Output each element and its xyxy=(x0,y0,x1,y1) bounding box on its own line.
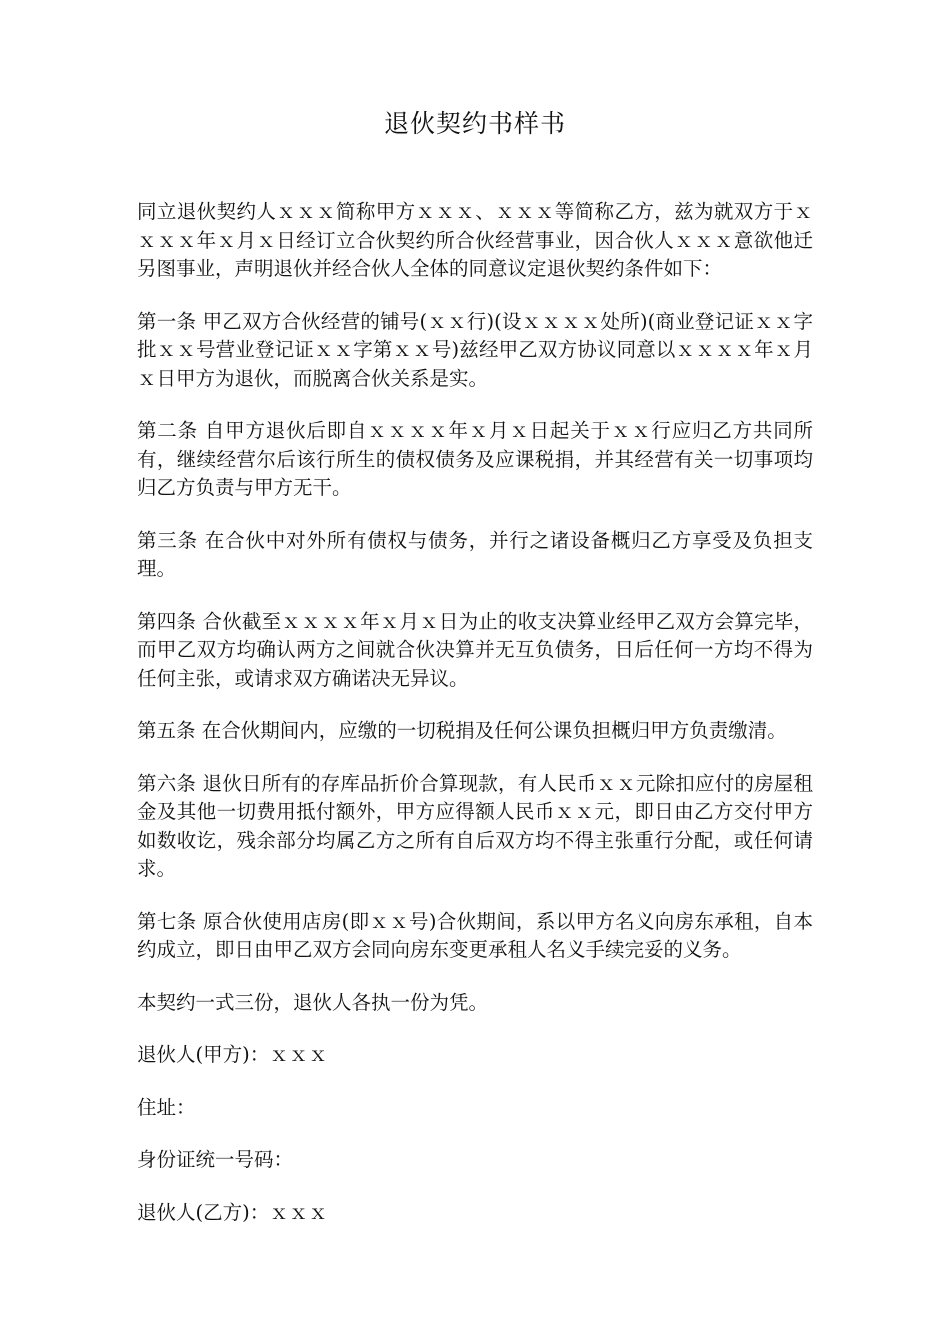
id-number-line: 身份证统一号码： xyxy=(137,1148,294,1171)
article-3-paragraph: 第三条 在合伙中对外所有债权与债务，并行之诸设备概归乙方享受及负担支理。 xyxy=(137,528,813,580)
article-5-paragraph: 第五条 在合伙期间内，应缴的一切税捐及任何公课负担概归甲方负责缴清。 xyxy=(137,719,787,742)
article-6-paragraph: 第六条 退伙日所有的存库品折价合算现款，有人民币ｘｘ元除扣应付的房屋租金及其他一切费用抵付额外，甲方应得额人民币ｘｘ元，即日由乙方交付甲方如数收讫，残余部分均属乙方之所有自后双方均不得主张重行分配，或任何请求。 xyxy=(137,771,813,880)
party-b-signature-line: 退伙人(乙方)：ｘｘｘ xyxy=(137,1200,328,1224)
address-line: 住址： xyxy=(137,1095,196,1119)
preamble-paragraph: 同立退伙契约人ｘｘｘ简称甲方ｘｘｘ、ｘｘｘ等简称乙方，兹为就双方于ｘｘｘｘ年ｘ月ｘ日经订立合伙契约所合伙经营事业，因合伙人ｘｘｘ意欲他迁另图事业，声明退伙并经合伙人全体的同意议定退伙契约条件如下： xyxy=(137,200,813,280)
document-title: 退伙契约书样书 xyxy=(383,109,566,138)
party-a-signature-line: 退伙人(甲方)：ｘｘｘ xyxy=(137,1043,328,1066)
document-body xyxy=(137,198,813,1251)
article-1-paragraph: 第一条 甲乙双方合伙经营的铺号(ｘｘ行)(设ｘｘｘｘ处所)(商业登记证ｘｘ字批ｘｘ号营业登记证ｘｘ字第ｘｘ号)兹经甲乙双方协议同意以ｘｘｘｘ年ｘ月ｘ日甲方为退伙，而脱离合伙关系是实。 xyxy=(137,309,813,390)
copies-statement: 本契约一式三份，退伙人各执一份为凭。 xyxy=(137,990,489,1014)
article-4-paragraph: 第四条 合伙截至ｘｘｘｘ年ｘ月ｘ日为止的收支决算业经甲乙双方会算完毕，而甲乙双方均确认两方之间就合伙决算并无互负债务，日后任何一方均不得为任何主张，或请求双方确诺决无异议。 xyxy=(137,609,813,690)
article-2-paragraph: 第二条 自甲方退伙后即自ｘｘｘｘ年ｘ月ｘ日起关于ｘｘ行应归乙方共同所有，继续经营尔后该行所生的债权债务及应课税捐，并其经营有关一切事项均归乙方负责与甲方无干。 xyxy=(137,419,813,499)
article-7-paragraph: 第七条 原合伙使用店房(即ｘｘ号)合伙期间，系以甲方名义向房东承租，自本约成立，即日由甲乙双方会同向房东变更承租人名义手续完妥的义务。 xyxy=(137,909,813,961)
